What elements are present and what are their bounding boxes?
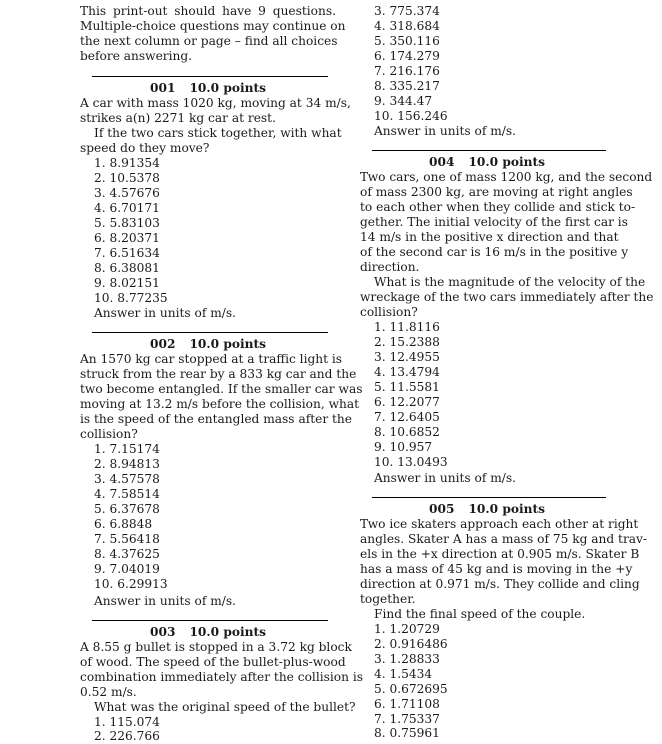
question-prompt: speed do they move? xyxy=(80,141,210,155)
answer-choice[interactable]: 4. 318.684 xyxy=(374,19,440,33)
question-header-003 xyxy=(80,625,336,640)
question-stem: 14 m/s in the positive x direction and that xyxy=(360,230,619,244)
answer-units: Answer in units of m/s. xyxy=(94,306,237,320)
question-stem: of mass 2300 kg, are moving at right angles xyxy=(360,185,633,199)
question-header-005 xyxy=(360,502,614,517)
question-prompt: What is the magnitude of the velocity of the xyxy=(374,275,646,289)
answer-choice[interactable]: 7. 12.6405 xyxy=(374,410,440,424)
answer-choice[interactable]: 9. 344.47 xyxy=(374,94,433,108)
answer-choice[interactable]: 3. 12.4955 xyxy=(374,350,440,364)
answer-choice[interactable]: 1. 11.8116 xyxy=(374,320,440,334)
question-stem: struck from the rear by a 833 kg car and the xyxy=(80,367,357,381)
answer-choice[interactable]: 9. 7.04019 xyxy=(94,562,160,576)
question-header-001 xyxy=(80,81,336,96)
answer-choice[interactable]: 7. 5.56418 xyxy=(94,532,160,546)
answer-choice[interactable]: 7. 6.51634 xyxy=(94,246,160,260)
answer-choice[interactable]: 4. 1.5434 xyxy=(374,667,433,681)
answer-units: Answer in units of m/s. xyxy=(374,471,517,485)
question-points: 10.0 points xyxy=(189,81,266,95)
answer-choice[interactable]: 2. 8.94813 xyxy=(94,457,160,471)
question-stem: is the speed of the entangled mass after the xyxy=(80,412,352,426)
question-stem: gether. The initial velocity of the first car is xyxy=(360,215,628,229)
question-stem: to each other when they collide and stick to- xyxy=(360,200,636,214)
answer-choice[interactable]: 5. 11.5581 xyxy=(374,380,440,394)
answer-choice[interactable]: 8. 10.6852 xyxy=(374,425,440,439)
question-stem: has a mass of 45 kg and is moving in the +y xyxy=(360,562,633,576)
answer-choice[interactable]: 6. 6.8848 xyxy=(94,517,153,531)
question-number: 004 xyxy=(428,155,455,169)
answer-choice[interactable]: 6. 8.20371 xyxy=(94,231,160,245)
answer-choice[interactable]: 2. 10.5378 xyxy=(94,171,160,185)
answer-choice[interactable]: 1. 8.91354 xyxy=(94,156,160,170)
answer-choice[interactable]: 8. 0.75961 xyxy=(374,726,440,740)
question-prompt: wreckage of the two cars immediately after the xyxy=(360,290,654,304)
answer-choice[interactable]: 9. 8.02151 xyxy=(94,276,160,290)
answer-choice[interactable]: 8. 6.38081 xyxy=(94,261,160,275)
question-stem: together. xyxy=(360,592,416,606)
answer-choice[interactable]: 6. 1.71108 xyxy=(374,697,440,711)
question-prompt: What was the original speed of the bullet? xyxy=(94,700,356,714)
answer-choice[interactable]: 5. 5.83103 xyxy=(94,216,160,230)
question-stem: moving at 13.2 m/s before the collision, what xyxy=(80,397,360,411)
question-stem: A car with mass 1020 kg, moving at 34 m/s, xyxy=(80,96,351,110)
question-prompt: Find the final speed of the couple. xyxy=(374,607,586,621)
answer-choice[interactable]: 7. 216.176 xyxy=(374,64,440,78)
question-header-002 xyxy=(80,337,336,352)
question-number: 005 xyxy=(428,502,455,516)
question-divider xyxy=(372,150,606,151)
answer-choice[interactable]: 10. 13.0493 xyxy=(374,455,448,469)
question-stem: 0.52 m/s. xyxy=(80,685,137,699)
question-stem: direction at 0.971 m/s. They collide and cling xyxy=(360,577,640,591)
question-stem: combination immediately after the collision is xyxy=(80,670,363,684)
question-stem: strikes a(n) 2271 kg car at rest. xyxy=(80,111,276,125)
question-points: 10.0 points xyxy=(468,155,545,169)
question-number: 003 xyxy=(149,625,176,639)
question-stem: A 8.55 g bullet is stopped in a 3.72 kg block xyxy=(80,640,352,654)
question-header-004 xyxy=(360,155,614,170)
question-stem: An 1570 kg car stopped at a traffic light is xyxy=(80,352,343,366)
answer-choice[interactable]: 4. 13.4794 xyxy=(374,365,440,379)
question-stem: of wood. The speed of the bullet-plus-wood xyxy=(80,655,346,669)
question-prompt: collision? xyxy=(360,305,418,319)
answer-choice[interactable]: 3. 1.28833 xyxy=(374,652,440,666)
question-stem: collision? xyxy=(80,427,138,441)
answer-choice[interactable]: 10. 6.29913 xyxy=(94,577,168,591)
question-divider xyxy=(92,620,328,621)
answer-choice[interactable]: 1. 115.074 xyxy=(94,715,160,729)
answer-choice[interactable]: 1. 1.20729 xyxy=(374,622,440,636)
question-stem: Two cars, one of mass 1200 kg, and the second xyxy=(360,170,653,184)
question-stem: els in the +x direction at 0.905 m/s. Skater B xyxy=(360,547,640,561)
answer-choice[interactable]: 10. 156.246 xyxy=(374,109,448,123)
intro-line: the next column or page – find all choices xyxy=(80,34,338,48)
question-divider xyxy=(92,332,328,333)
answer-choice[interactable]: 5. 350.116 xyxy=(374,34,440,48)
intro-line: Multiple-choice questions may continue on xyxy=(80,19,346,33)
question-number: 002 xyxy=(149,337,176,351)
intro-line: This print-out should have 9 questions. xyxy=(80,4,336,18)
answer-choice[interactable]: 3. 4.57578 xyxy=(94,472,160,486)
answer-choice[interactable]: 10. 8.77235 xyxy=(94,291,168,305)
question-prompt: If the two cars stick together, with what xyxy=(94,126,342,140)
answer-choice[interactable]: 3. 775.374 xyxy=(374,4,440,18)
question-points: 10.0 points xyxy=(189,337,266,351)
answer-choice[interactable]: 2. 0.916486 xyxy=(374,637,448,651)
intro-line: before answering. xyxy=(80,49,193,63)
answer-choice[interactable]: 3. 4.57676 xyxy=(94,186,160,200)
answer-choice[interactable]: 1. 7.15174 xyxy=(94,442,160,456)
question-stem: two become entangled. If the smaller car was xyxy=(80,382,363,396)
answer-choice[interactable]: 5. 6.37678 xyxy=(94,502,160,516)
answer-units: Answer in units of m/s. xyxy=(94,594,237,608)
answer-choice[interactable]: 7. 1.75337 xyxy=(374,712,440,726)
answer-choice[interactable]: 4. 6.70171 xyxy=(94,201,160,215)
answer-choice[interactable]: 5. 0.672695 xyxy=(374,682,448,696)
answer-choice[interactable]: 8. 335.217 xyxy=(374,79,440,93)
answer-choice[interactable]: 6. 174.279 xyxy=(374,49,440,63)
answer-choice[interactable]: 2. 15.2388 xyxy=(374,335,440,349)
answer-choice[interactable]: 8. 4.37625 xyxy=(94,547,160,561)
answer-units: Answer in units of m/s. xyxy=(374,124,517,138)
answer-choice[interactable]: 4. 7.58514 xyxy=(94,487,160,501)
answer-choice[interactable]: 9. 10.957 xyxy=(374,440,433,454)
question-points: 10.0 points xyxy=(189,625,266,639)
question-stem: angles. Skater A has a mass of 75 kg and trav- xyxy=(360,532,648,546)
question-divider xyxy=(92,76,328,77)
question-divider xyxy=(372,497,606,498)
answer-choice[interactable]: 6. 12.2077 xyxy=(374,395,440,409)
question-stem: Two ice skaters approach each other at right xyxy=(360,517,639,531)
question-stem: of the second car is 16 m/s in the positive y xyxy=(360,245,629,259)
question-stem: direction. xyxy=(360,260,420,274)
answer-choice[interactable]: 2. 226.766 xyxy=(94,729,160,743)
question-points: 10.0 points xyxy=(468,502,545,516)
question-number: 001 xyxy=(149,81,176,95)
